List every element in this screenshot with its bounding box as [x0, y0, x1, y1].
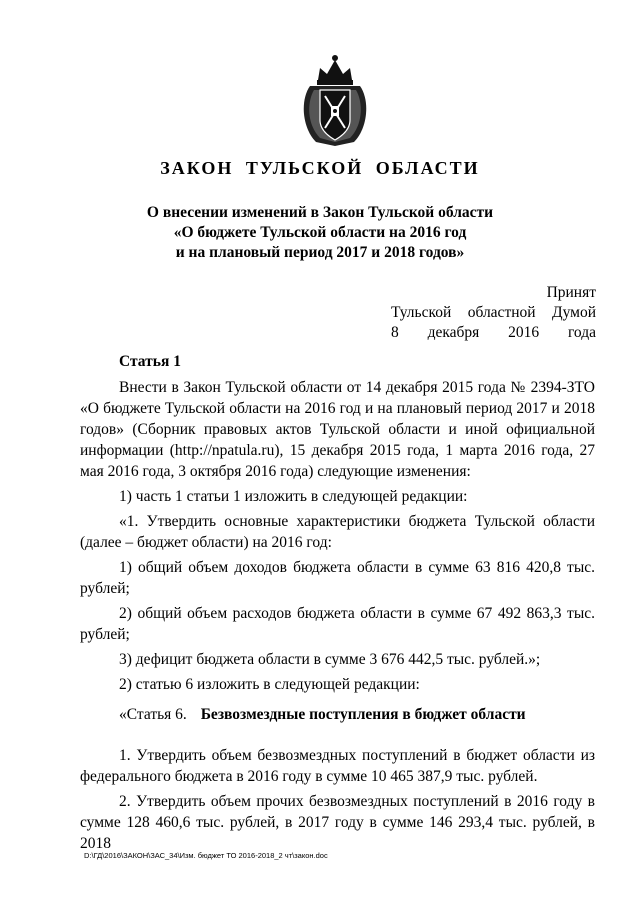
article-paragraph: 1) часть 1 статьи 1 изложить в следующей редакции: [119, 488, 468, 505]
article-paragraph: 2. Утвердить объем прочих безвозмездных поступлений в 2016 году в сумме 128 460,6 тыс. рублей, в 2017 году в сумме 146 293,4 тыс. рублей, в 2018 [80, 793, 595, 852]
article-paragraph: Внести в Закон Тульской области от 14 декабря 2015 года № 2394-ЗТО «О бюджете Тульской области на 2016 год и на плановый период 2017 и 2018 годов» (Сборник правовых актов Тульской области и иной официальной информации (http://npatula.ru), 15 декабря 2015 года, 1 марта 2016 года, 27 мая 2016 года, 3 октября 2016 года) следующие изменения: [80, 379, 595, 480]
subtitle-line: О внесении изменений в Закон Тульской области [146, 204, 494, 221]
law-subtitle [0, 203, 640, 263]
article-paragraph: 1. Утвердить объем безвозмездных поступлений в бюджет области из федерального бюджета в 2016 году в сумме 10 465 387,9 тыс. рублей. [80, 747, 595, 785]
article-paragraph: 2) общий объем расходов бюджета области в сумме 67 492 863,3 тыс. рублей; [80, 605, 595, 643]
adopted-date: 8 декабря 2016 года [391, 324, 596, 341]
article-paragraph: 1) общий объем доходов бюджета области в сумме 63 816 420,8 тыс. рублей; [80, 559, 595, 597]
file-path-footer: D:\ГД\2016\ЗАКОН\ЗАС_34\Изм. бюджет ТО 2016-2018_2 чт\закон.doc [84, 851, 328, 860]
article-6-title: Безвозмездные поступления в бюджет области [200, 706, 526, 723]
adopted-by: Тульской областной Думой [391, 304, 596, 321]
article-6-heading [119, 706, 526, 724]
subtitle-line: «О бюджете Тульской области на 2016 год [173, 224, 467, 241]
article-1-heading: Статья 1 [119, 353, 181, 370]
adopted-label: Принят [546, 284, 596, 301]
article-6-prefix: «Статья 6. [119, 706, 187, 723]
subtitle-line: и на плановый период 2017 и 2018 годов» [175, 244, 465, 261]
article-1-body [80, 377, 595, 699]
article-paragraph: 3) дефицит бюджета области в сумме 3 676 442,5 тыс. рублей.»; [119, 651, 541, 668]
article-paragraph: «1. Утвердить основные характеристики бюджета Тульской области (далее – бюджет области) на 2016 год: [80, 513, 595, 551]
article-paragraph: 2) статью 6 изложить в следующей редакции: [119, 676, 420, 693]
coat-of-arms-icon [296, 50, 374, 148]
law-title: ЗАКОН ТУЛЬСКОЙ ОБЛАСТИ [160, 158, 480, 178]
article-6-body [80, 745, 595, 858]
adoption-block [391, 283, 596, 343]
